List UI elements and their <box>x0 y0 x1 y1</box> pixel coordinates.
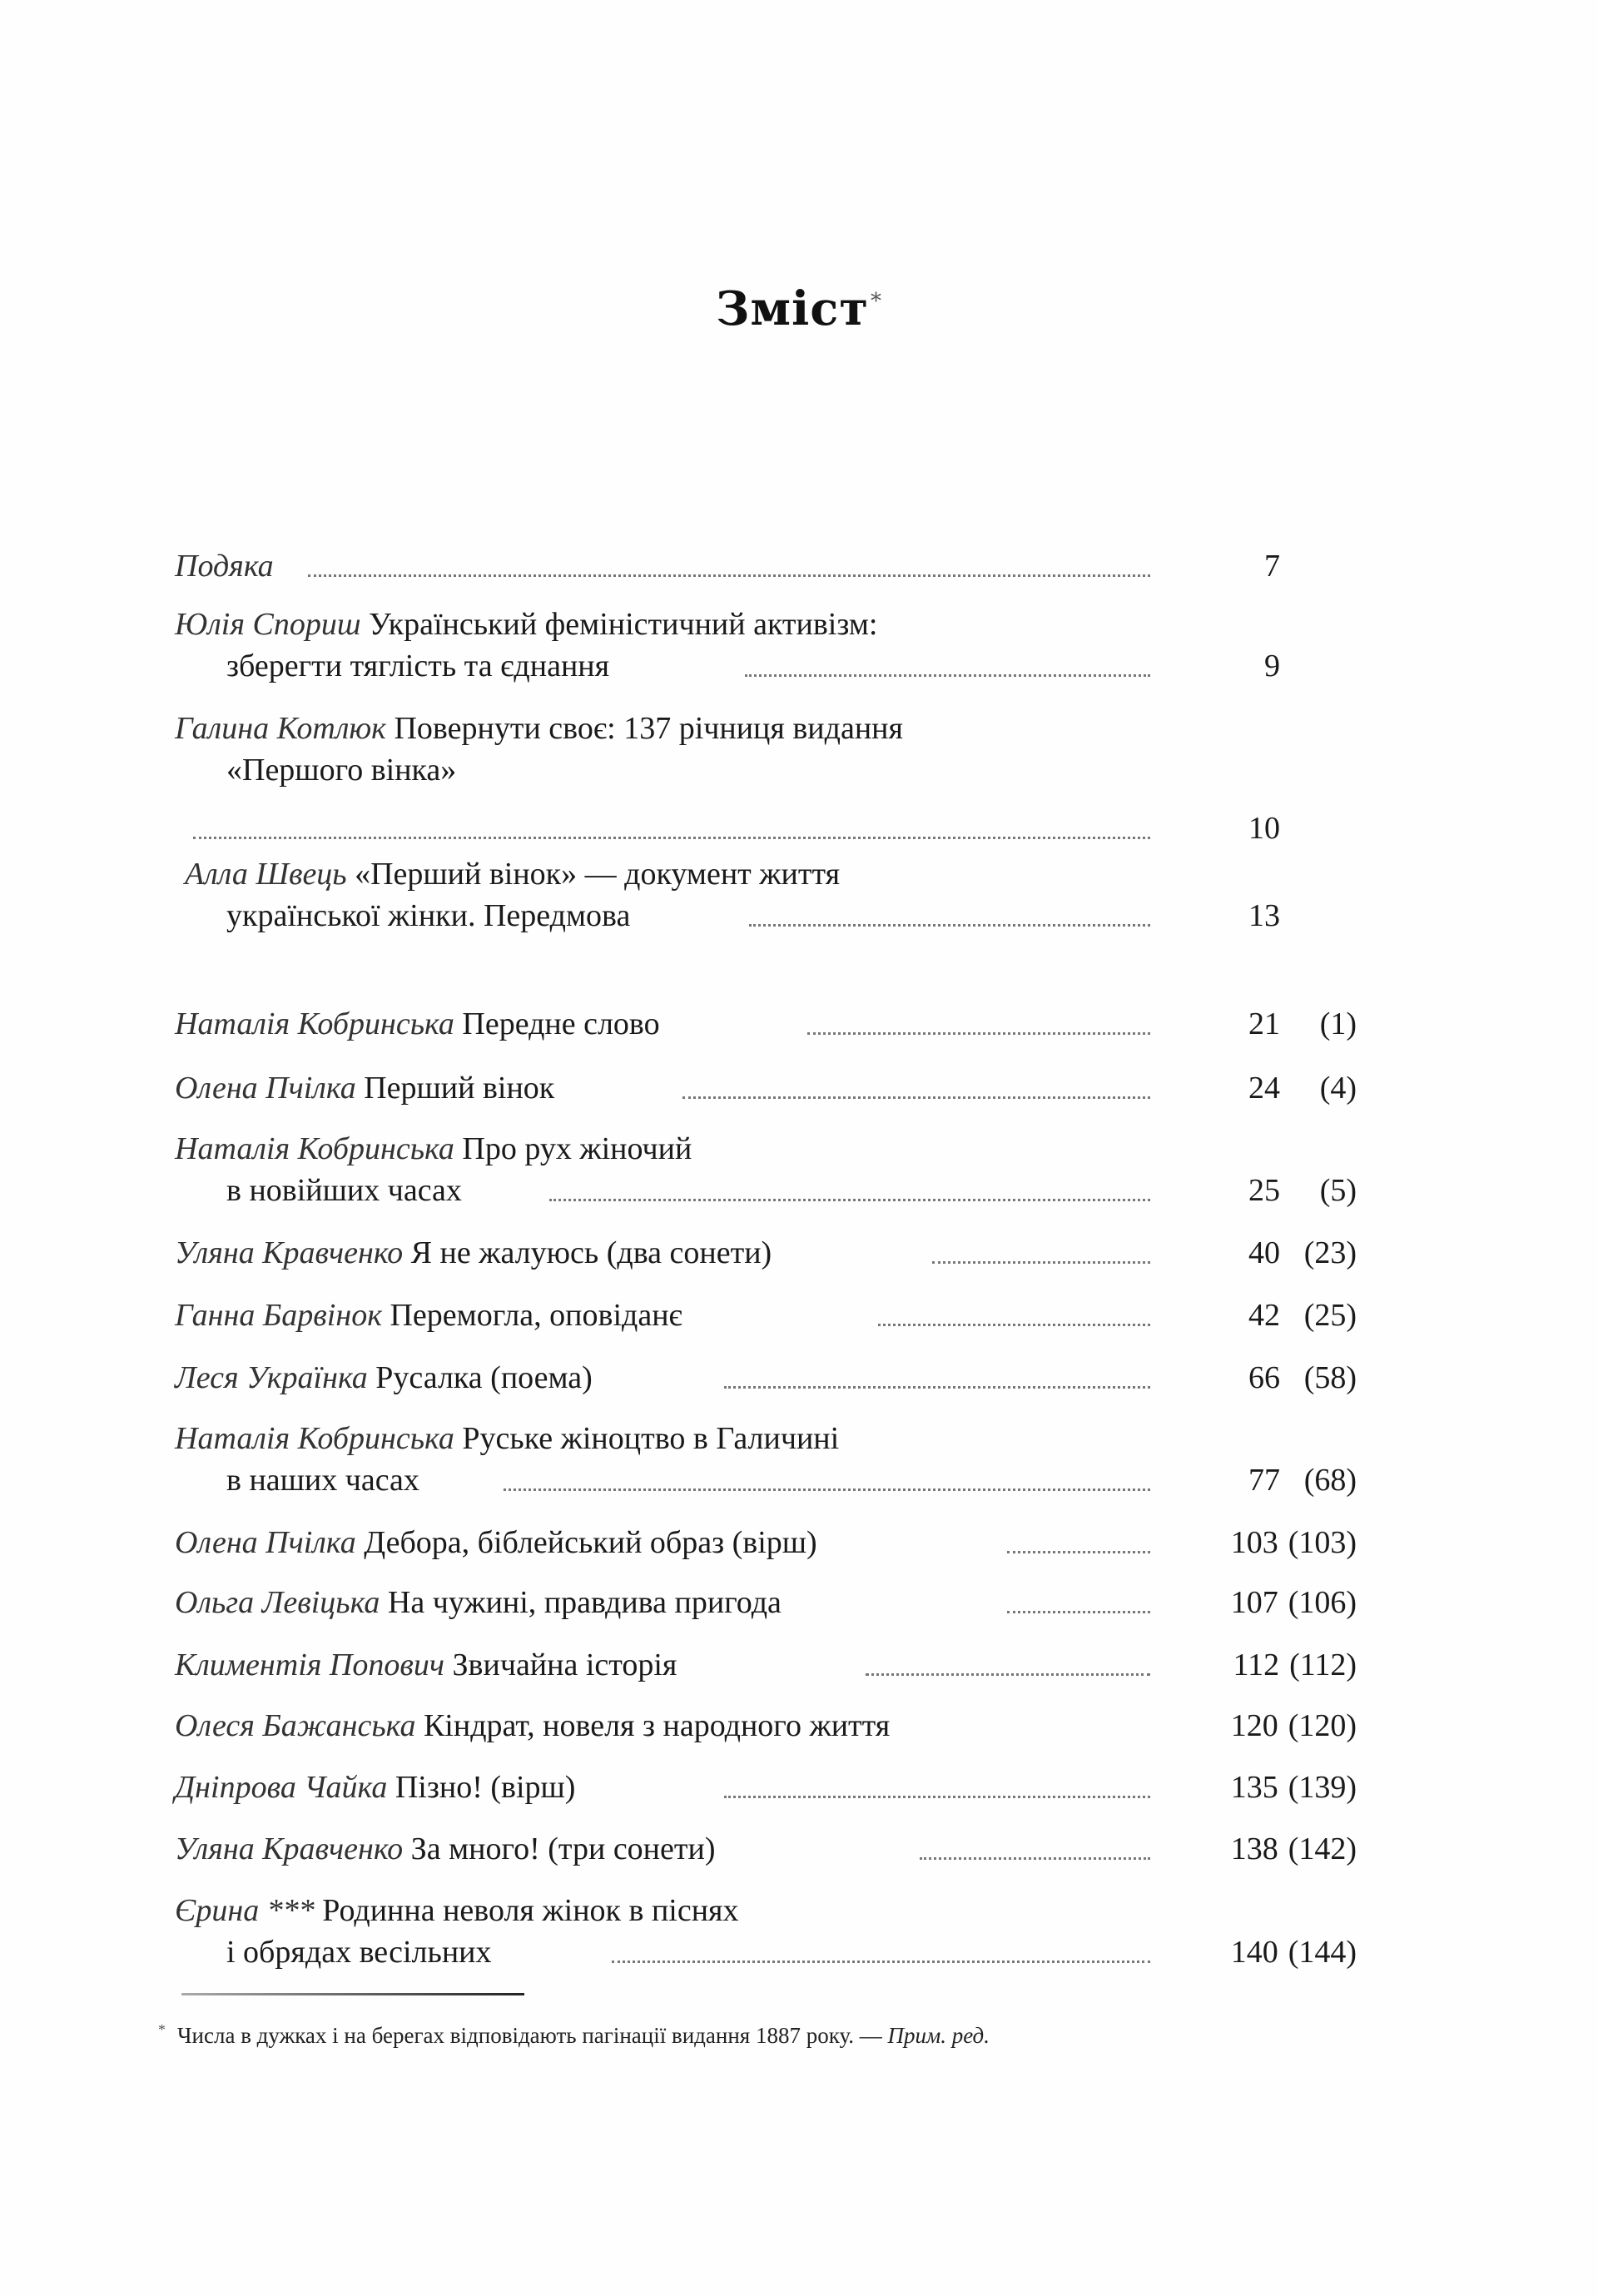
toc-entry-author: Алла Швець <box>185 857 355 892</box>
page-number: 120 (120) <box>1230 1708 1357 1743</box>
page-number: 42 (25) <box>1248 1298 1357 1333</box>
toc-entry[interactable] <box>175 1644 1357 1686</box>
toc-entry-title: «Перший вінок» — документ життя <box>355 857 841 892</box>
toc-entry-author: Наталія Кобринська <box>175 1421 463 1456</box>
toc-entry-author: Леся Українка <box>175 1360 376 1395</box>
toc-entry-author: Уляна Кравченко <box>175 1235 411 1270</box>
toc-entry-title: зберегти тяглість та єднання <box>226 649 610 683</box>
toc-entry-title: Я не жалуюсь (два сонети) <box>410 1235 772 1270</box>
page-number: 140 (144) <box>1230 1935 1357 1970</box>
dot-leader <box>193 835 1150 839</box>
toc-entry[interactable] <box>175 1705 1357 1747</box>
toc-entry[interactable] <box>175 1767 1357 1808</box>
toc-entry-title: Повернути своє: 137 річниця видання <box>394 711 903 746</box>
toc-entry[interactable] <box>175 1128 1357 1211</box>
dot-leader <box>308 573 1150 577</box>
dot-leader <box>724 1384 1150 1389</box>
toc-entry-title: Передне слово <box>462 1006 660 1041</box>
toc-entry-title: «Першого вінка» <box>226 753 457 788</box>
toc-entry-author: Наталія Кобринська <box>175 1006 463 1041</box>
toc-entry-author: Наталія Кобринська <box>175 1131 463 1166</box>
page-number: 21 (1) <box>1248 1006 1357 1041</box>
toc-entry-title: За много! (три сонети) <box>410 1831 716 1866</box>
page-title-text: Зміст <box>715 281 870 336</box>
toc-entry-author: Ольга Левіцька <box>175 1585 388 1620</box>
toc-entry-author: Уляна Кравченко <box>175 1831 411 1866</box>
toc-entry-title: Русалка (поема) <box>375 1360 593 1395</box>
toc-entry-author: Дніпрова Чайка <box>175 1770 395 1805</box>
toc-entry[interactable] <box>175 1582 1357 1623</box>
toc-entry-title: На чужині, правдива пригода <box>387 1585 782 1620</box>
footnote-text: Числа в дужках і на берегах відповідають пагінації видання 1887 року. — <box>177 2023 888 2048</box>
footnote <box>158 2015 990 2050</box>
toc-entry-author: Климентія Попович <box>175 1647 453 1682</box>
toc-entry[interactable] <box>175 545 1357 587</box>
page-number: 9 <box>1264 649 1280 683</box>
toc-entry-title: української жінки. Передмова <box>226 898 631 933</box>
toc-entry-author: Олена Пчілка <box>175 1525 365 1560</box>
toc-entry-title: Український феміністичний активізм: <box>369 607 878 642</box>
toc-entry[interactable] <box>175 604 1357 687</box>
page-number: 40 (23) <box>1248 1235 1357 1270</box>
page-number: 10 <box>1248 811 1280 846</box>
toc-entry-title: Кіндрат, новеля з народного життя <box>423 1708 891 1743</box>
toc-entry[interactable] <box>175 1890 1357 1973</box>
dot-leader <box>504 1487 1150 1491</box>
toc-entry[interactable] <box>175 1232 1357 1274</box>
toc-entry[interactable] <box>175 853 1357 937</box>
dot-leader <box>932 1260 1150 1264</box>
toc-entry[interactable] <box>175 1828 1357 1870</box>
toc-entry[interactable] <box>175 1418 1357 1501</box>
dot-leader <box>878 1322 1150 1326</box>
toc-entry-author: Ганна Барвінок <box>175 1298 390 1333</box>
page-number: 24 (4) <box>1248 1071 1357 1106</box>
page-number: 112 (112) <box>1233 1647 1357 1682</box>
dot-leader <box>612 1959 1150 1963</box>
dot-leader <box>549 1197 1150 1201</box>
toc-entry-title: Звичайна історія <box>452 1647 677 1682</box>
toc-entry-title: Перемогла, оповіданє <box>390 1298 682 1333</box>
page-number: 25 (5) <box>1248 1173 1357 1208</box>
footnote-signature: Прим. ред. <box>887 2023 990 2048</box>
title-footnote-mark: * <box>871 288 883 314</box>
page-number: 77 (68) <box>1248 1463 1357 1498</box>
toc-entry-title: і обрядах весільних <box>226 1935 492 1970</box>
toc-entry[interactable] <box>175 1522 1357 1563</box>
footnote-mark: * <box>158 2021 166 2038</box>
toc-entry[interactable] <box>175 1295 1357 1336</box>
page-number: 66 (58) <box>1248 1360 1357 1395</box>
dot-leader <box>1007 1609 1150 1613</box>
toc-entry-title: Про рух жіночий <box>462 1131 692 1166</box>
toc-entry[interactable] <box>175 708 1357 849</box>
dot-leader <box>920 1856 1150 1860</box>
page-number: 7 <box>1264 549 1280 584</box>
page-number: 107 (106) <box>1230 1585 1357 1620</box>
toc-entry-author: Подяка <box>175 549 274 584</box>
toc-entry-author: Олена Пчілка <box>175 1071 365 1106</box>
toc-entry-title: Дебора, біблейський образ (вірш) <box>364 1525 817 1560</box>
page-number: 103 (103) <box>1230 1525 1357 1560</box>
toc-entry[interactable] <box>175 1357 1357 1399</box>
footnote-divider <box>181 1993 524 1995</box>
toc-entry-title: Родинна неволя жінок в піснях <box>322 1893 739 1928</box>
toc-entry-title: Пізно! (вірш) <box>395 1770 576 1805</box>
toc-entry[interactable] <box>175 1067 1357 1109</box>
dot-leader <box>1007 1549 1150 1553</box>
page-number: 135 (139) <box>1230 1770 1357 1805</box>
dot-leader <box>749 922 1150 927</box>
toc-entry-author: Олеся Бажанська <box>175 1708 424 1743</box>
toc-entry-author: Єрина *** <box>175 1893 323 1928</box>
dot-leader <box>745 673 1150 677</box>
dot-leader <box>866 1672 1150 1676</box>
toc-entry-title: Перший вінок <box>364 1071 555 1106</box>
toc-entry-title: в наших часах <box>226 1463 419 1498</box>
toc-entry-author: Галина Котлюк <box>175 711 395 746</box>
toc-entry-title: Руське жіноцтво в Галичині <box>462 1421 840 1456</box>
dot-leader <box>807 1031 1150 1035</box>
toc-entry[interactable] <box>175 1003 1357 1045</box>
dot-leader <box>724 1794 1150 1798</box>
toc-entry-title: в новійших часах <box>226 1173 462 1208</box>
page-title <box>0 281 1598 336</box>
dot-leader <box>682 1095 1150 1099</box>
toc-entry-author: Юлія Спориш <box>175 607 370 642</box>
page-number: 13 <box>1248 898 1280 933</box>
page-number: 138 (142) <box>1230 1831 1357 1866</box>
